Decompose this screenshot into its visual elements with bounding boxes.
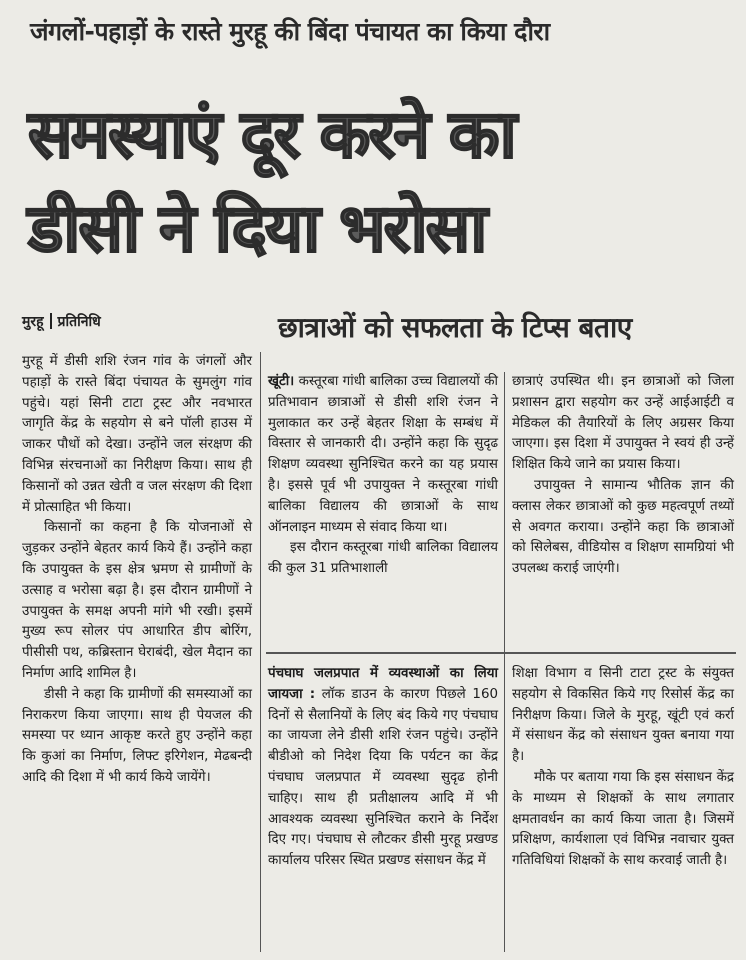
column-1-divider [260, 352, 261, 952]
col1-paragraph-1: मुरहू में डीसी शशि रंजन गांव के जंगलों और पहाड़ों के रास्ते बिंदा पंचायत के सुमलुंग गांव पहुंचे। यहां सिनी टाटा ट्रस्ट और नवभारत जागृति केंद्र के सहयोग से बने पॉली हाउस में जाकर पौधों को देखा। उन्होंने जल संरक्षण की विभिन्न संरचनाओं का निरीक्षण किया। साथ ही किसानों को उन्नत खेती व जल संरक्षण की दिशा में प्रोत्साहित भी किया। [22, 354, 252, 515]
section-divider [266, 652, 736, 654]
kicker-headline: जंगलों-पहाड़ों के रास्ते मुरहू की बिंदा पंचायत का किया दौरा [30, 17, 550, 46]
col2-dateline: खूंटी। [268, 374, 295, 389]
headline-line-1: समस्याएं दूर करने का [28, 96, 515, 173]
column-1 [22, 352, 252, 789]
column-2-top [268, 372, 498, 580]
col2b-text-1: लॉक डाउन के कारण पिछले 160 दिनों से सैलानियों के लिए बंद किये गए पंचघाघ का जायजा लेने डीसी शशि रंजन पहुंचे। उन्होंने बीडीओ को निदेश दिया कि पर्यटन का केंद्र पंचघाघ जलप्रपात में व्यवस्था सुदृढ होनी चाहिए। साथ ही प्रतीक्षालय आदि में भी आवश्यक व्यवस्था सुनिश्चित कराने के निर्देश दिए गए। पंचघाघ से लौटकर डीसी मुरहू प्रखण्ड कार्यालय परिसर स्थित प्रखण्ड संसाधन केंद्र में [268, 686, 498, 869]
column-3-bottom [512, 664, 734, 872]
col1-paragraph-2: किसानों का कहना है कि योजनाओं से जुड़कर उन्होंने बेहतर कार्य किये हैं। उन्होंने कहा कि उपायुक्त के इस क्षेत्र भ्रमण से ग्रामीणों के उत्साह व भरोसा बढ़ा है। इस दौरान ग्रामीणों ने उपायुक्त के समक्ष अपनी मांगे भी रखी। इसमें मुख्य रूप सोलर पंप आधारित डीप बोरिंग, पीसीसी पथ, कब्रिस्तान घेराबंदी, खेल मैदान का निर्माण आदि शामिल है। [22, 520, 252, 681]
col2b-subheading: पंचघाघ जलप्रपात में व्यवस्थाओं का लिया जायजा : [268, 666, 498, 702]
col3b-paragraph-2: मौके पर बताया गया कि इस संसाधन केंद्र के माध्यम से शिक्षकों के साथ लगातार क्षमतावर्धन का कार्य किया जाता है। जिसमें प्रशिक्षण, कार्यशाला एवं विभिन्न नवाचार युक्त गतिविधियां शिक्षकों के साथ करवाई जाती है। [512, 769, 734, 869]
col3-paragraph-1: छात्राएं उपस्थित थी। इन छात्राओं को जिला प्रशासन द्वारा सहयोग कर उन्हें आईआईटी व मेडिकल की तैयारियों के लिए अग्रसर किया जाएगा। इस दिशा में उपायुक्त ने स्वयं ही उन्हें शिक्षित किये जाने का प्रयास किया। [512, 374, 734, 473]
column-3-top [512, 372, 734, 580]
byline-separator [50, 313, 52, 329]
col2b-paragraph-1 [268, 664, 498, 872]
byline-author: प्रतिनिधि [57, 314, 101, 330]
col3-paragraph-2: उपायुक्त ने सामान्य भौतिक ज्ञान की क्लास लेकर छात्राओं को कुछ महत्वपूर्ण तथ्यों से अवगत कराया। उन्होंने कहा कि छात्राओं को सिलेबस, वीडियोस व शिक्षण सामग्रियां भी उपलब्ध कराई जाएंगी। [512, 477, 734, 577]
col1-paragraph-3: डीसी ने कहा कि ग्रामीणों की समस्याओं का निराकरण किया जाएगा। साथ ही पेयजल की समस्या पर ध्यान आकृष्ट करते हुए उन्होंने कहा कि कुआं का निर्माण, लिफ्ट इरिगेशन, मेढबन्दी आदि की दिशा में भी कार्य किये जायेंगे। [22, 686, 252, 785]
byline [22, 312, 101, 331]
byline-place: मुरहू [22, 314, 44, 330]
subheadline: छात्राओं को सफलता के टिप्स बताए [278, 311, 632, 344]
col2-text-1: कस्तूरबा गांधी बालिका उच्च विद्यालयों की प्रतिभावान छात्राओं से डीसी शशि रंजन ने मुलाकात कर उन्हें बेहतर शिक्षा के सम्बंध में विस्तार से जानकारी दी। उन्होंने कहा कि सुदृढ शिक्षण व्यवस्था सुनिश्चित करने का यह प्रयास है। इससे पूर्व भी उपायुक्त ने कस्तूरबा गांधी बालिका विद्यालय की छात्राओं के साथ ऑनलाइन माध्यम से संवाद किया था। [268, 374, 498, 535]
col3b-paragraph-1: शिक्षा विभाग व सिनी टाटा ट्रस्ट के संयुक्त सहयोग से विकसित किये गए रिसोर्स केंद्र का निरीक्षण किया। जिले के मुरहू, खूंटी एवं कर्रा में संसाधन केंद्र को संसाधन युक्त बनाया गया है। [512, 666, 734, 765]
headline-line-2: डीसी ने दिया भरोसा [28, 190, 486, 267]
col2-paragraph-2: इस दौरान कस्तूरबा गांधी बालिका विद्यालय की कुल 31 प्रतिभाशाली [268, 540, 498, 577]
col2-paragraph-1 [268, 372, 498, 538]
column-2-divider [504, 372, 505, 952]
column-2-bottom [268, 664, 498, 872]
